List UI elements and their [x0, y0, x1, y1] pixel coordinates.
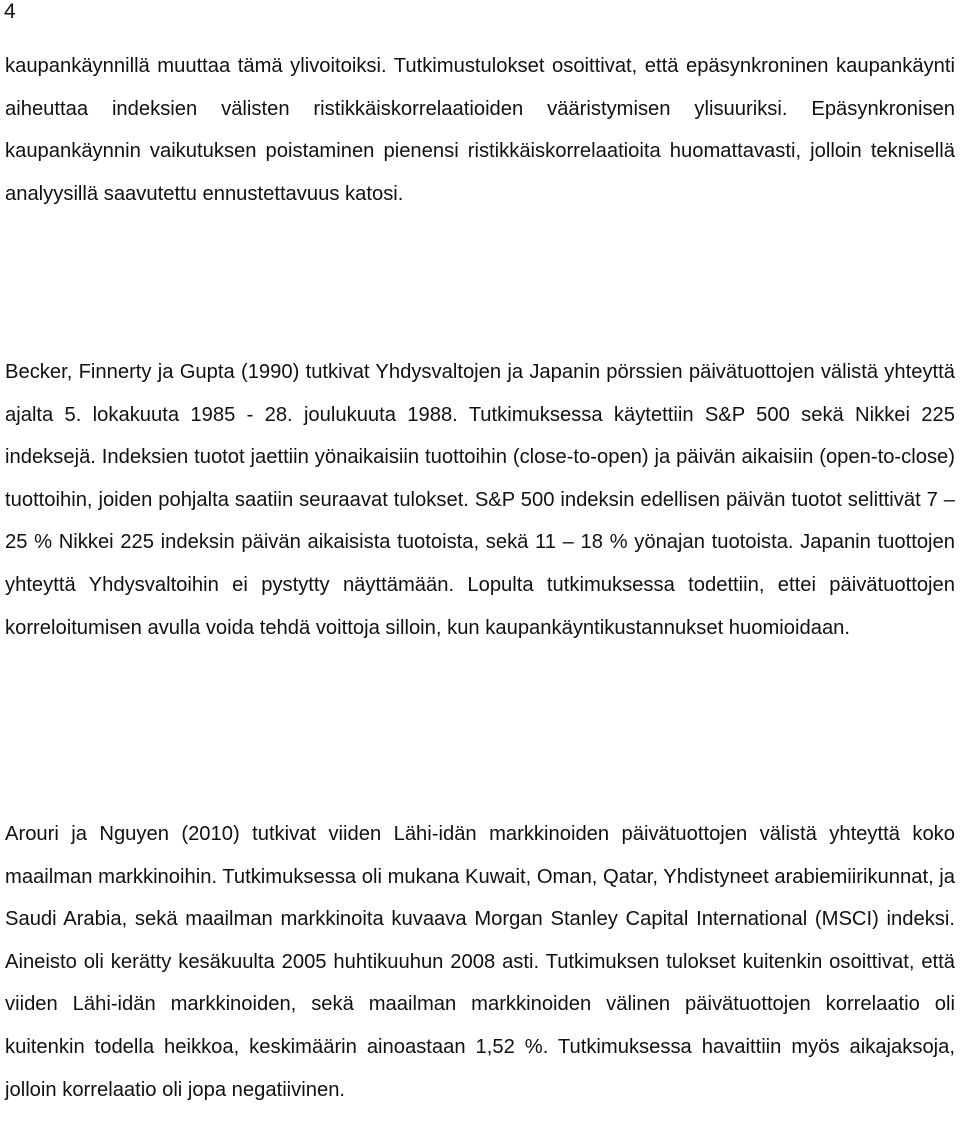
paragraph-asynchronous-trading: kaupankäynnillä muuttaa tämä ylivoitoiksi. Tutkimustulokset osoittivat, että epäsynkroninen kaupankäynti aiheuttaa indeksien välisten ristikkäiskorrelaatioiden vääristymisen ylisuuriksi. Epäsynkronisen kaupankäynnin vaikutuksen poistaminen pienensi ristikkäiskorrelaatioita huomattavasti, jolloin teknisellä analyysillä saavutettu ennustettavuus katosi.	[5, 55, 955, 205]
page-number: 4	[4, 0, 16, 23]
paragraph-becker-finnerty-gupta: Becker, Finnerty ja Gupta (1990) tutkivat Yhdysvaltojen ja Japanin pörssien päivätuottojen välistä yhteyttä ajalta 5. lokakuuta 1985 - 28. joulukuuta 1988. Tutkimuksessa käytettiin S&P 500 sekä Nikkei 225 indeksejä. Indeksien tuotot jaettiin yönaikaisiin tuottoihin (close-to-open) ja päivän aikaisiin (open-to-close) tuottoihin, joiden pohjalta saatiin seuraavat tulokset. S&P 500 indeksin edellisen päivän tuotot selittivät 7 – 25 % Nikkei 225 indeksin päivän aikaisista tuotoista, sekä 11 – 18 % yönajan tuotoista. Japanin tuottojen yhteyttä Yhdysvaltoihin ei pystytty näyttämään. Lopulta tutkimuksessa todettiin, ettei päivätuottojen korreloitumisen avulla voida tehdä voittoja silloin, kun kaupankäyntikustannukset huomioidaan.	[5, 361, 955, 639]
paragraph-arouri-nguyen: Arouri ja Nguyen (2010) tutkivat viiden Lähi-idän markkinoiden päivätuottojen välistä yhteyttä koko maailman markkinoihin. Tutkimuksessa oli mukana Kuwait, Oman, Qatar, Yhdistyneet arabiemiirikunnat, ja Saudi Arabia, sekä maailman markkinoita kuvaava Morgan Stanley Capital International (MSCI) indeksi. Aineisto oli kerätty kesäkuulta 2005 huhtikuuhun 2008 asti. Tutkimuksen tulokset kuitenkin osoittivat, että viiden Lähi-idän markkinoiden, sekä maailman markkinoiden välinen päivätuottojen korrelaatio oli kuitenkin todella heikkoa, keskimäärin ainoastaan 1,52 %. Tutkimuksessa havaittiin myös aikajaksoja, jolloin korrelaatio oli jopa negatiivinen.	[5, 823, 955, 1101]
